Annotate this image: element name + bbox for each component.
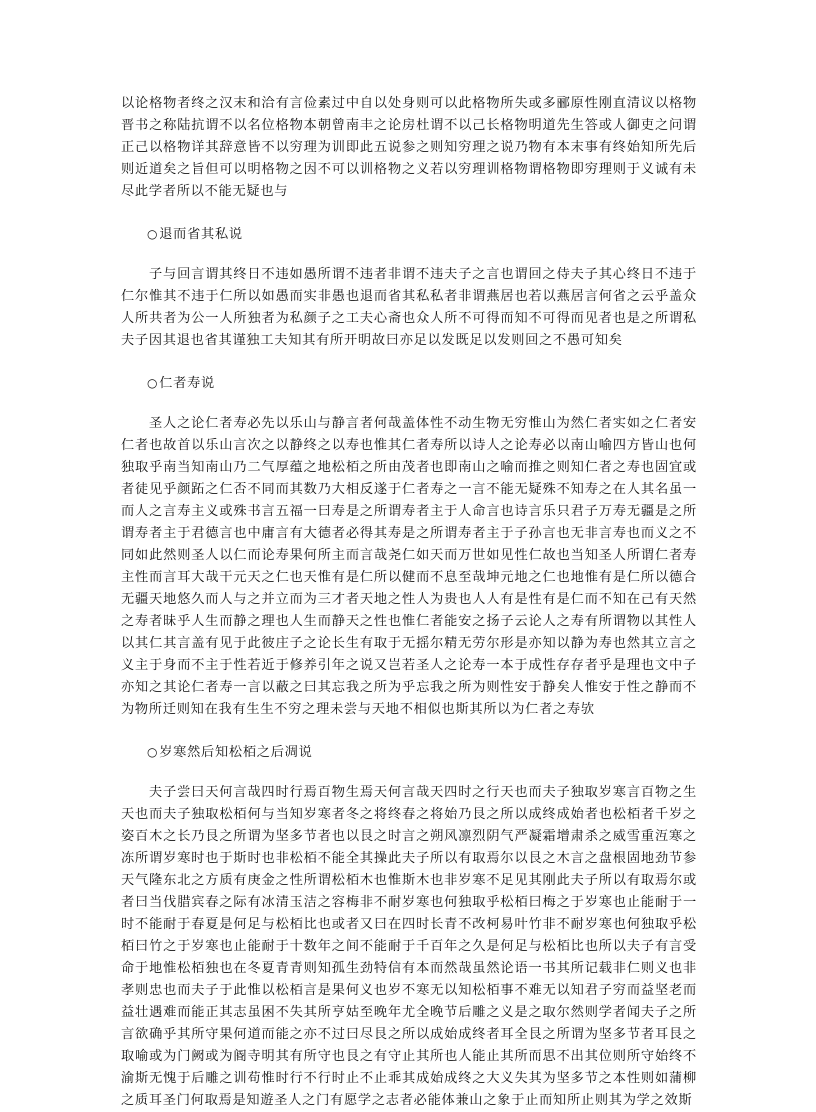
circle-mark-icon: ○ [147, 745, 159, 759]
circle-mark-icon: ○ [147, 227, 159, 241]
section-heading-2 [121, 372, 697, 395]
section-title-1: 退而省其私说 [159, 227, 243, 242]
section-body-3: 夫子尝曰天何言哉四时行焉百物生焉天何言哉天四时之行天也而夫子独取岁寒言百物之生天也而夫子独取松栢何与当知岁寒者冬之将终春之将始乃艮之所以成终成始者也松栢者千岁之姿百木之长乃艮之所谓为坚多节者也以艮之时言之朔风凛烈阴气严凝霜增肃杀之威雪重沍寒之冻所谓岁寒时也于斯时也非松栢不能全其操此夫子所以有取焉尔以艮之木言之盘根固地劲节参天气隆东北之方质有庚金之性所谓松栢木也惟斯木也非岁寒不足见其刚此夫子所以有取焉尔或者曰当伐腊宾春之际有冰清玉洁之容梅非不耐岁寒也何独取乎松栢曰梅之于岁寒也止能耐于一时不能耐于春夏是何足与松栢比也或者又曰在四时长青不改柯易叶竹非不耐岁寒也何独取乎松栢曰竹之于岁寒也止能耐于十数年之间不能耐于千百年之久是何足与松栢比也所以夫子有言受命于地惟松栢独也在冬夏青青则知孤生劲特信有本而然哉虽然论语一书其所记载非仁则义也非孝则忠也而夫子于此惟以松栢言是果何义也岁不寒无以知松栢事不难无以知君子穷而益坚老而益壮遇难而能正其志虽困不失其所亨姑至晚年尤全晚节后雕之义是之取尔然则学者闻夫子之所言欲确乎其所守果何道而能之亦不过曰尽艮之所以成始成终者耳全艮之所谓为坚多节者耳艮之取喻或为门阙或为阍寺明其有所守也艮之有守止其所也人能止其所而思不出其位则所守始终不渝斯无愧于后雕之训苟惟时行不行时止不止乖其成始成终之大义失其为坚多节之本性则如蒲柳之质耳圣门何取焉是知遊圣人之门有愿学之志者必能体兼山之象于止而知所止则其为学之效斯 [121, 785, 697, 1108]
intro-paragraph: 以论格物者终之汉末和洽有言俭素过中自以处身则可以此格物所失或多郦原性刚直清议以格物晋书之称陆抗谓不以名位格物本朝曾南丰之论房杜谓不以己长格物明道先生答或人御吏之问谓正己以格物详其辞意皆不以穷理为训即此五说参之则知穷理之说乃物有本末事有终始知所先后则近道矣之旨但可以明格物之因不可以训格物之义若以穷理训格物谓格物即穷理则于义诚有未尽此学者所以不能无疑也与 [121, 96, 697, 199]
section-title-2: 仁者寿说 [159, 376, 215, 391]
section-heading-1 [121, 223, 697, 246]
circle-mark-icon: ○ [147, 376, 159, 390]
section-title-3: 岁寒然后知松栢之后凋说 [159, 745, 313, 760]
section-heading-3 [121, 741, 697, 764]
section-body-1: 子与回言谓其终日不违如愚所谓不违者非谓不违夫子之言也谓回之侍夫子其心终日不违于仁尔惟其不违于仁所以如愚而实非愚也退而省其私私者非谓燕居也若以燕居言何省之云乎盖众人所共者为公一人所独者为私颜子之工夫心斋也众人所不可得而知不可得而见者也是之所谓私夫子因其退也省其谨独工夫知其有所开明故曰亦足以发既足以发则回之不愚可知矣 [121, 267, 697, 348]
section-body-2: 圣人之论仁者寿必先以乐山与静言者何哉盖体性不动生物无穷惟山为然仁者实如之仁者安仁者也故首以乐山言次之以静终之以寿也惟其仁者寿所以诗人之论寿必以南山喻四方皆山也何独取乎南当知南山乃二气厚蕴之地松栢之所由茂者也即南山之喻而推之则知仁者之寿也固宜或者徒见乎颜跖之仁否不同而其数乃大相反遂于仁者寿之一言不能无疑殊不知寿之在人其名虽一而人之言寿主义或殊书言五福一曰寿是之所谓寿者主于人命言也诗言乐只君子万寿无疆是之所谓寿者主于君德言也中庸言有大德者必得其寿是之所谓寿者主于子孙言也无非言寿也而义之不同如此然则圣人以仁而论寿果何所主而言哉尧仁如天而万世如见性仁故也当知圣人所谓仁者寿主性而言耳大哉干元天之仁也天惟有是仁所以健而不息至哉坤元地之仁也地惟有是仁所以德合无疆天地悠久而人与之并立而为三才者天地之性人为贵也人人有是性有是仁而不知在己有天然之寿者昧乎人生而静之理也人生而静天之性也惟仁者能安之扬子云论人之寿有所谓物以其性人以其仁其言盖有见于此彼庄子之论长生有取于无摇尔精无劳尔形是亦知以静为寿也然其立言之义主于身而不主于性若近于修养引年之说又岂若圣人之论寿一本于成性存存者乎是理也文中子亦知之其论仁者寿一言以蔽之曰其忘我之所为乎忘我之所为则性安于静矣人惟安于性之静而不为物所迁则知在我有生生不穷之理未尝与天地不相似也斯其所以为仁者之寿欤 [121, 416, 697, 717]
document-body [121, 93, 697, 1112]
